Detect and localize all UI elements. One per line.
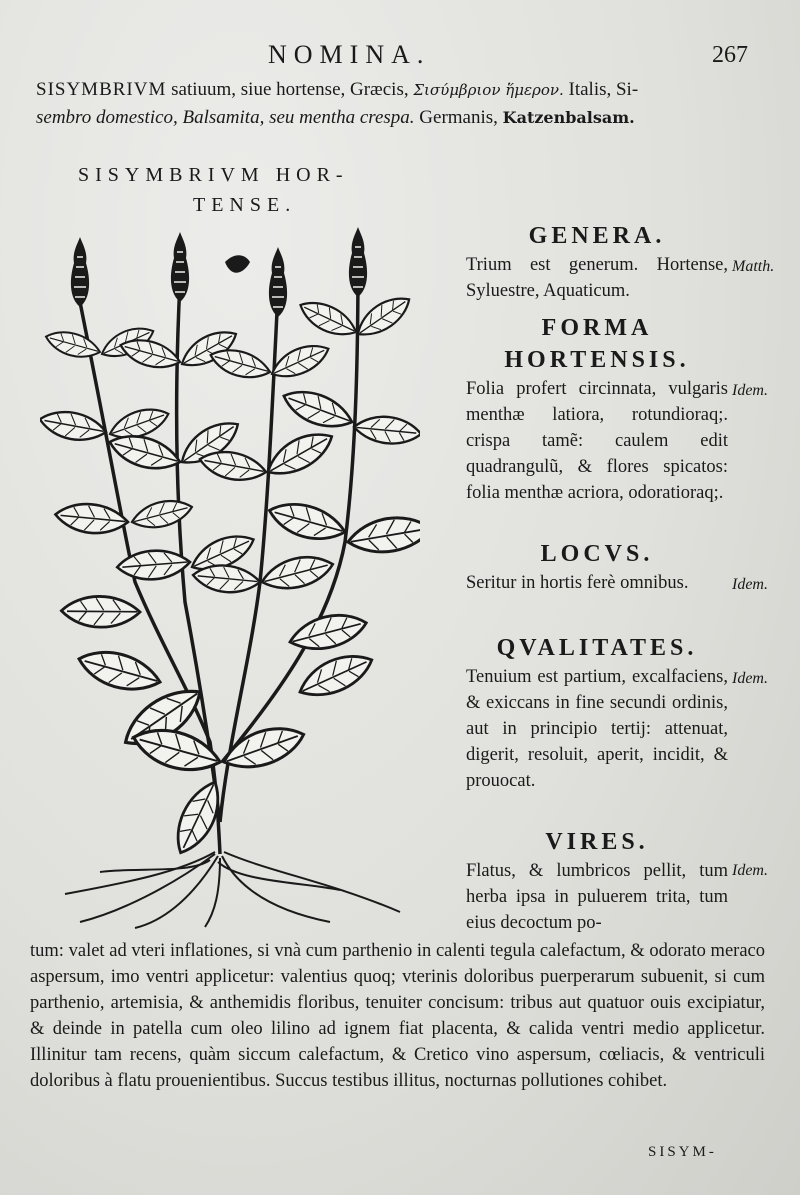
margin-note: Idem. [732, 382, 768, 399]
section-heading: FORMA HORTENSIS. [504, 315, 690, 373]
section-locus [466, 538, 728, 596]
section-vires [466, 826, 728, 936]
names-latin-name: SISYMBRIVM [36, 79, 167, 100]
section-heading: GENERA. [528, 223, 666, 249]
plant-caption [78, 160, 408, 220]
section-text: Flatus, & lumbricos pellit, tum herba ipsa in puluerem trita, tum eius decoctum po- [466, 861, 728, 933]
margin-note: Matth. [732, 258, 775, 275]
catchword: SISYM- [648, 1144, 717, 1160]
margin-note: Idem. [732, 670, 768, 687]
continued-text: tum: valet ad vteri inflationes, si vnà cum parthenio in calenti tegula calefactum, & odorato meraco aspersum, imo ventri applicetur: valentius quoq; vterinis doloribus puerperarum subuenit, si cum parthenio, artemisia, & anthemidis floribus, tenuiter concisum: tribus aut quatuor ouis excipiatur, & deinde in patella cum oleo lilino ad ignem fiat placenta, & calida ventri medio applicetur. Illinitur tam recens, quàm siccum calefactum, & Cretico vino aspersum, cœliacis, & ventriculi doloribus à flatu prouenientibus. Succus testibus illitus, nocturnas pollutiones cohibet. [30, 941, 765, 1091]
names-greek: Σισύμβριον ἥμερον. [413, 81, 564, 99]
section-text: Seritur in hortis ferè omnibus. [466, 573, 689, 593]
section-heading: QVALITATES. [496, 635, 698, 661]
names-italian: sembro domestico, Balsamita, seu mentha crespa. [36, 107, 415, 128]
section-text: Folia profert circinnata, vulgaris menthæ latiora, rotundioraq;. crispa tamẽ: caulem edit quadrangulũ, & flores spicatos: folia menthæ acriora, odoratioraq;. [466, 379, 728, 503]
page-number: 267 [712, 42, 748, 68]
plant-leaves [40, 290, 420, 859]
names-text-3: Germanis, [414, 107, 503, 128]
section-qualitates [466, 632, 728, 794]
page-title: NOMINA. [268, 40, 431, 69]
margin-note: Idem. [732, 576, 768, 593]
names-text-1: satiuum, siue hortense, Græcis, [166, 79, 414, 100]
names-text-2: Italis, Si- [563, 79, 639, 100]
section-text: Trium est generum. Hortense, Syluestre, Aquaticum. [466, 255, 728, 301]
section-genera [466, 220, 728, 304]
margin-note: Idem. [732, 862, 768, 879]
names-paragraph [36, 76, 764, 131]
running-head [0, 40, 800, 72]
section-text: Tenuium est partium, excalfaciens, & exiccans in fine secundi ordinis, aut in principio tertij: attenuat, digerit, resoluit, aperit, incidit, & prouocat. [466, 667, 728, 791]
section-heading: VIRES. [545, 829, 649, 855]
plant-roots [65, 852, 400, 928]
section-heading: LOCVS. [540, 541, 654, 567]
plant-caption-line2: TENSE. [193, 194, 297, 216]
section-forma-hortensis [466, 312, 728, 506]
plant-woodcut-illustration [40, 222, 420, 932]
plant-caption-line1: SISYMBRIVM HOR- [78, 164, 349, 186]
names-german: Katzenbalsam. [502, 108, 635, 127]
